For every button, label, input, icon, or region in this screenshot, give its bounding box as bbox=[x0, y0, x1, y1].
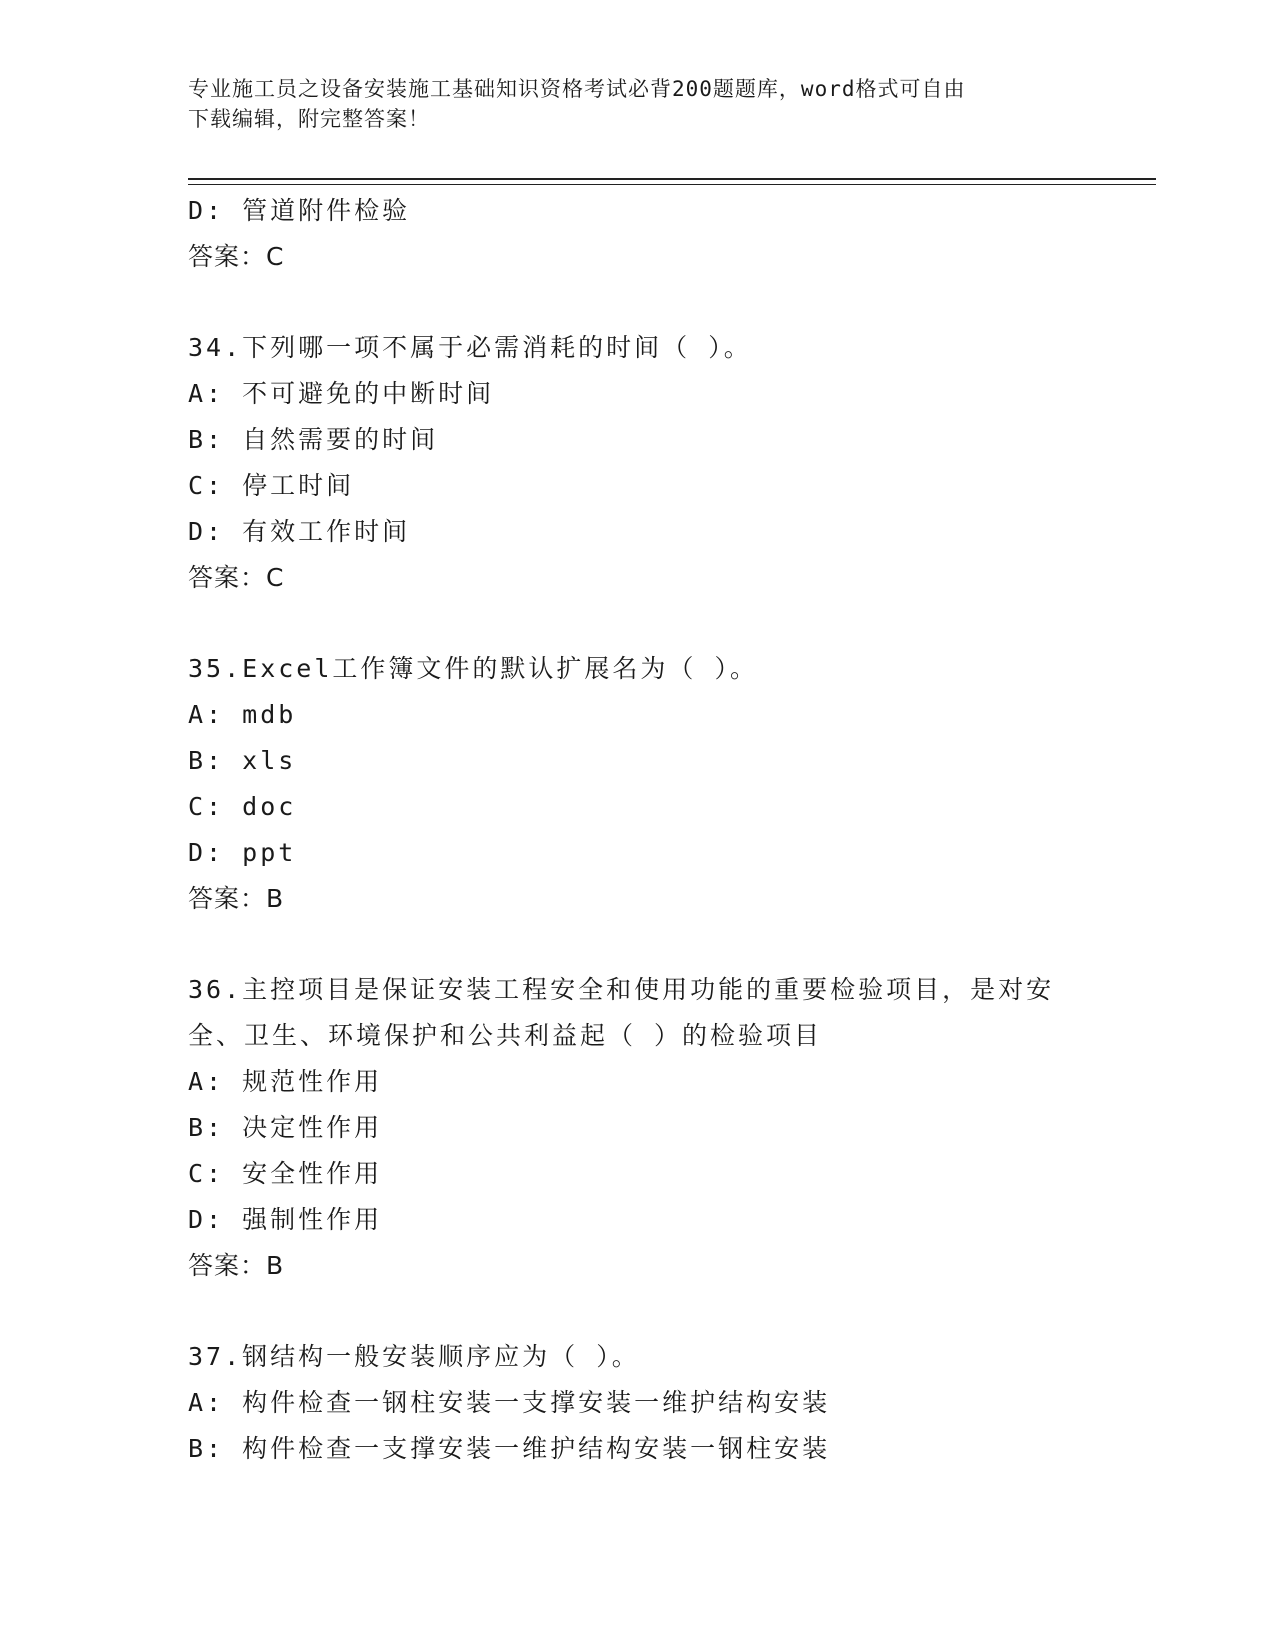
question-37 bbox=[188, 1334, 1088, 1472]
option-c: C: 停工时间 bbox=[188, 471, 355, 500]
option-d: D: 强制性作用 bbox=[188, 1205, 383, 1234]
option-b: B: xls bbox=[188, 746, 297, 775]
spacer bbox=[188, 601, 1088, 646]
question-stem: 34.下列哪一项不属于必需消耗的时间（ ）。 bbox=[188, 333, 752, 362]
question-list bbox=[188, 188, 1088, 1472]
question-33-tail bbox=[188, 188, 1088, 280]
answer: 答案：C bbox=[188, 563, 285, 592]
question-36 bbox=[188, 967, 1088, 1289]
answer: 答案：B bbox=[188, 884, 285, 913]
question-34 bbox=[188, 325, 1088, 601]
option-a: A: 规范性作用 bbox=[188, 1067, 383, 1096]
option-a: A: 构件检查一钢柱安装一支撑安装一维护结构安装 bbox=[188, 1388, 831, 1417]
option-b: B: 自然需要的时间 bbox=[188, 425, 439, 454]
option-b: B: 构件检查一支撑安装一维护结构安装一钢柱安装 bbox=[188, 1434, 831, 1463]
option-d: D: ppt bbox=[188, 838, 297, 867]
option-a: A: 不可避免的中断时间 bbox=[188, 379, 495, 408]
question-stem-continued: 全、卫生、环境保护和公共利益起（ ）的检验项目 bbox=[188, 1021, 823, 1050]
question-stem: 37.钢结构一般安装顺序应为（ ）。 bbox=[188, 1342, 640, 1371]
header-line-1: 专业施工员之设备安装施工基础知识资格考试必背200题题库，word格式可自由 bbox=[188, 77, 966, 101]
option-c: C: 安全性作用 bbox=[188, 1159, 383, 1188]
header-line-2: 下载编辑，附完整答案！ bbox=[188, 107, 430, 131]
question-stem: 35.Excel工作簿文件的默认扩展名为（ ）。 bbox=[188, 654, 758, 683]
header-divider-thin bbox=[188, 184, 1156, 185]
question-35 bbox=[188, 646, 1088, 922]
spacer bbox=[188, 1289, 1088, 1334]
spacer bbox=[188, 922, 1088, 967]
option-c: C: doc bbox=[188, 792, 297, 821]
answer: 答案：B bbox=[188, 1251, 285, 1280]
option-b: B: 决定性作用 bbox=[188, 1113, 383, 1142]
option-d: D: 管道附件检验 bbox=[188, 196, 411, 225]
question-stem: 36.主控项目是保证安装工程安全和使用功能的重要检验项目，是对安 bbox=[188, 975, 1055, 1004]
answer: 答案：C bbox=[188, 242, 285, 271]
option-a: A: mdb bbox=[188, 700, 297, 729]
spacer bbox=[188, 280, 1088, 325]
option-d: D: 有效工作时间 bbox=[188, 517, 411, 546]
header-divider bbox=[188, 178, 1156, 180]
document-header bbox=[188, 74, 1068, 134]
